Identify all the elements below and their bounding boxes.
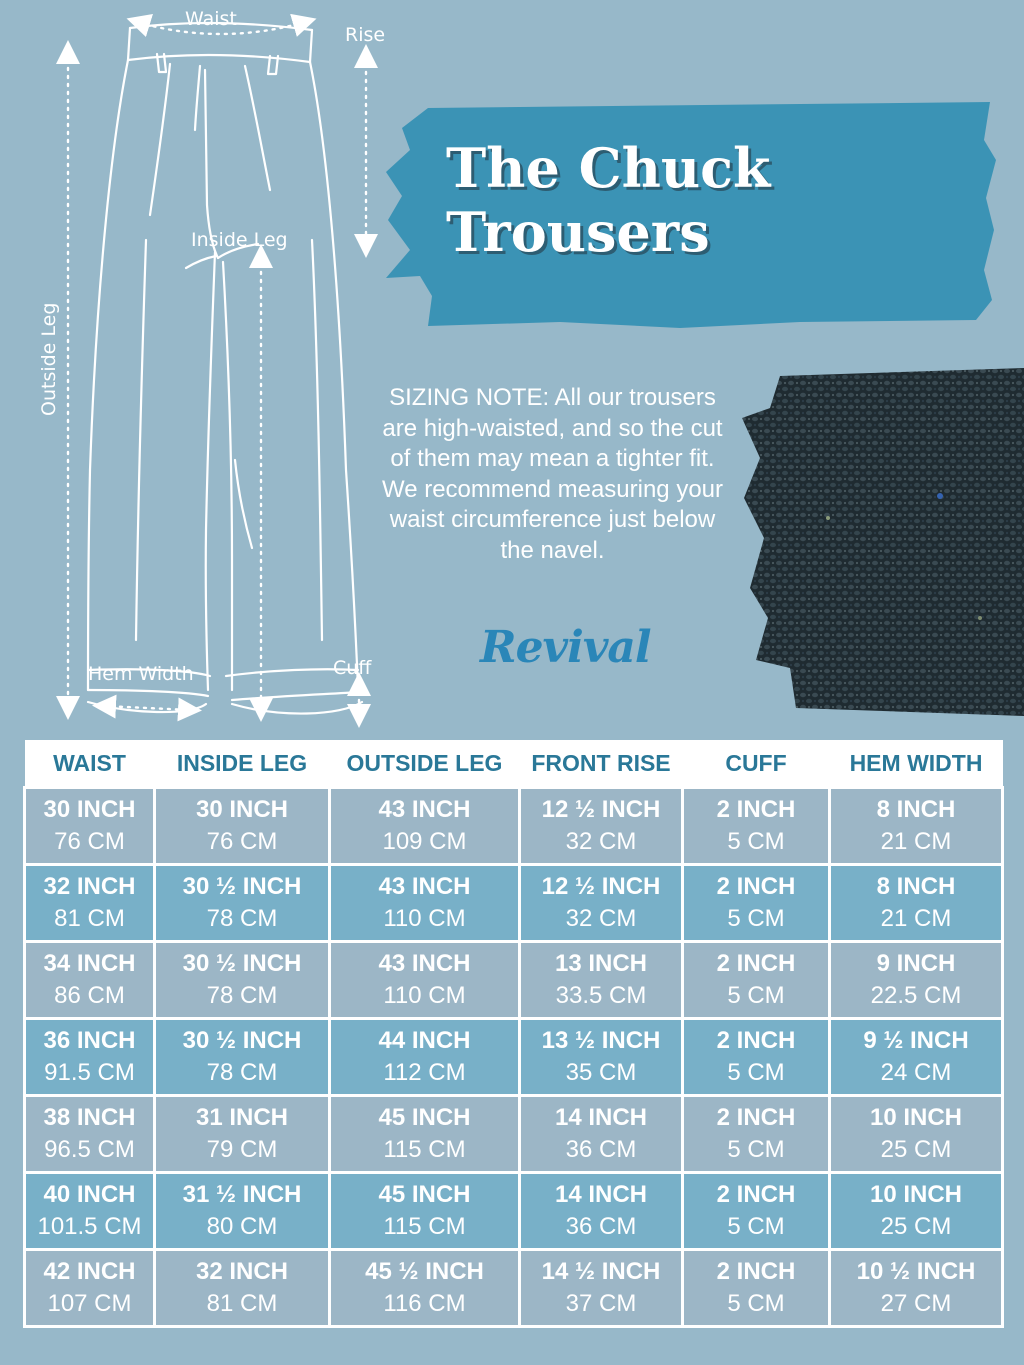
table-cell xyxy=(25,942,155,1019)
cell-inch-value: 32 INCH xyxy=(43,873,136,900)
cell-cm-value: 5 CM xyxy=(727,828,785,855)
cell-inch-value: 45 INCH xyxy=(378,1104,471,1131)
cell-cm-value: 110 CM xyxy=(383,905,466,932)
table-cell xyxy=(520,1173,683,1250)
cell-cm-value: 86 CM xyxy=(54,982,125,1009)
table-row xyxy=(25,1173,1003,1250)
cell-cm-value: 112 CM xyxy=(383,1059,466,1086)
cell-inch-value: 12 ½ INCH xyxy=(541,796,661,823)
title-line-2: Trousers xyxy=(446,200,710,264)
cell-cm-value: 5 CM xyxy=(727,1136,785,1163)
cell-cm-value: 81 CM xyxy=(206,1290,278,1317)
table-cell xyxy=(25,1019,155,1096)
cell-inch-value: 2 INCH xyxy=(716,796,796,823)
cell-cm-value: 78 CM xyxy=(206,1059,278,1086)
table-cell xyxy=(155,788,330,865)
trouser-outline-illustration xyxy=(0,0,420,730)
cell-inch-value: 9 ½ INCH xyxy=(863,1027,969,1054)
table-cell xyxy=(330,1019,520,1096)
cell-inch-value: 14 ½ INCH xyxy=(541,1258,661,1285)
cell-inch-value: 45 ½ INCH xyxy=(365,1258,484,1285)
cell-cm-value: 101.5 CM xyxy=(37,1213,142,1240)
cell-cm-value: 25 CM xyxy=(880,1213,952,1240)
table-cell xyxy=(330,865,520,942)
table-cell xyxy=(683,865,830,942)
cell-inch-value: 40 INCH xyxy=(43,1181,136,1208)
table-cell xyxy=(520,1019,683,1096)
cell-inch-value: 30 ½ INCH xyxy=(182,950,302,977)
cell-cm-value: 115 CM xyxy=(383,1213,466,1240)
cell-inch-value: 10 ½ INCH xyxy=(856,1258,976,1285)
cell-inch-value: 12 ½ INCH xyxy=(541,873,661,900)
cell-cm-value: 91.5 CM xyxy=(44,1059,135,1086)
cuff-label: Cuff xyxy=(333,657,372,679)
cell-cm-value: 116 CM xyxy=(383,1290,466,1317)
cell-cm-value: 79 CM xyxy=(206,1136,278,1163)
trouser-diagram xyxy=(0,0,420,730)
table-cell xyxy=(830,1019,1003,1096)
cell-inch-value: 2 INCH xyxy=(716,950,796,977)
table-cell xyxy=(25,1096,155,1173)
table-cell xyxy=(830,865,1003,942)
cell-inch-value: 10 INCH xyxy=(869,1104,963,1131)
cell-cm-value: 36 CM xyxy=(565,1136,637,1163)
cell-inch-value: 30 ½ INCH xyxy=(182,873,302,900)
table-cell xyxy=(520,942,683,1019)
table-cell xyxy=(830,788,1003,865)
column-header-waist: WAIST xyxy=(25,740,155,788)
table-cell xyxy=(683,942,830,1019)
table-cell xyxy=(830,1173,1003,1250)
cell-inch-value: 42 INCH xyxy=(43,1258,136,1285)
table-cell xyxy=(683,1019,830,1096)
cell-inch-value: 36 INCH xyxy=(43,1027,136,1054)
cell-inch-value: 32 INCH xyxy=(195,1258,289,1285)
cell-inch-value: 2 INCH xyxy=(716,1104,796,1131)
cell-cm-value: 5 CM xyxy=(727,905,785,932)
table-cell xyxy=(155,1173,330,1250)
cell-cm-value: 107 CM xyxy=(47,1290,132,1317)
cell-cm-value: 81 CM xyxy=(54,905,125,932)
cell-cm-value: 33.5 CM xyxy=(555,982,647,1009)
table-cell xyxy=(25,1250,155,1327)
table-cell xyxy=(520,865,683,942)
table-cell xyxy=(520,788,683,865)
table-cell xyxy=(25,1173,155,1250)
cell-cm-value: 35 CM xyxy=(565,1059,637,1086)
rise-label: Rise xyxy=(345,24,386,46)
table-row xyxy=(25,865,1003,942)
cell-inch-value: 2 INCH xyxy=(716,1258,796,1285)
cell-inch-value: 43 INCH xyxy=(378,796,471,823)
table-cell xyxy=(330,942,520,1019)
table-row xyxy=(25,1096,1003,1173)
cell-cm-value: 80 CM xyxy=(206,1213,278,1240)
table-cell xyxy=(830,1096,1003,1173)
cell-cm-value: 76 CM xyxy=(54,828,125,855)
table-row xyxy=(25,942,1003,1019)
cell-inch-value: 43 INCH xyxy=(378,950,471,977)
cell-cm-value: 32 CM xyxy=(565,905,637,932)
title-banner xyxy=(380,100,1000,335)
inside-leg-label: Inside Leg xyxy=(191,229,288,251)
table-row xyxy=(25,1019,1003,1096)
table-cell xyxy=(830,1250,1003,1327)
outside-leg-label: Outside Leg xyxy=(38,302,60,416)
table-cell xyxy=(25,788,155,865)
cell-cm-value: 76 CM xyxy=(206,828,278,855)
table-cell xyxy=(330,1173,520,1250)
table-cell xyxy=(155,942,330,1019)
page-title xyxy=(446,136,770,264)
table-cell xyxy=(330,1096,520,1173)
table-cell xyxy=(683,1096,830,1173)
table-cell xyxy=(683,1250,830,1327)
cell-cm-value: 21 CM xyxy=(880,828,952,855)
cell-inch-value: 31 INCH xyxy=(195,1104,289,1131)
column-header-inside-leg: INSIDE LEG xyxy=(155,740,330,788)
title-line-1: The Chuck xyxy=(446,136,771,200)
cell-cm-value: 25 CM xyxy=(880,1136,952,1163)
cell-inch-value: 34 INCH xyxy=(43,950,136,977)
cell-cm-value: 21 CM xyxy=(880,905,952,932)
cell-inch-value: 8 INCH xyxy=(876,796,956,823)
cell-cm-value: 5 CM xyxy=(727,1213,785,1240)
cell-cm-value: 115 CM xyxy=(383,1136,466,1163)
hem-width-label: Hem Width xyxy=(88,663,194,685)
cell-inch-value: 38 INCH xyxy=(43,1104,136,1131)
table-row xyxy=(25,1250,1003,1327)
size-chart-table xyxy=(23,740,1004,1328)
table-cell xyxy=(155,1019,330,1096)
column-header-cuff: CUFF xyxy=(683,740,830,788)
fabric-swatch-image xyxy=(740,368,1024,716)
brand-logo: Revival xyxy=(480,622,651,673)
table-cell xyxy=(683,788,830,865)
cell-cm-value: 27 CM xyxy=(880,1290,952,1317)
cell-cm-value: 22.5 CM xyxy=(870,982,962,1009)
cell-inch-value: 45 INCH xyxy=(378,1181,471,1208)
cell-inch-value: 30 INCH xyxy=(195,796,289,823)
table-header-row xyxy=(25,740,1003,788)
table-cell xyxy=(330,788,520,865)
cell-inch-value: 2 INCH xyxy=(716,1027,796,1054)
table-cell xyxy=(155,865,330,942)
cell-cm-value: 24 CM xyxy=(880,1059,952,1086)
cell-cm-value: 5 CM xyxy=(727,1059,785,1086)
cell-inch-value: 2 INCH xyxy=(716,873,796,900)
table-cell xyxy=(330,1250,520,1327)
table-cell xyxy=(520,1250,683,1327)
cell-cm-value: 5 CM xyxy=(727,1290,785,1317)
cell-inch-value: 30 ½ INCH xyxy=(182,1027,302,1054)
cell-cm-value: 78 CM xyxy=(206,905,278,932)
cell-cm-value: 109 CM xyxy=(382,828,467,855)
table-cell xyxy=(155,1250,330,1327)
cell-inch-value: 10 INCH xyxy=(869,1181,963,1208)
cell-cm-value: 5 CM xyxy=(727,982,785,1009)
table-cell xyxy=(520,1096,683,1173)
cell-inch-value: 13 INCH xyxy=(554,950,648,977)
cell-inch-value: 14 INCH xyxy=(554,1104,648,1131)
cell-inch-value: 14 INCH xyxy=(554,1181,648,1208)
column-header-outside-leg: OUTSIDE LEG xyxy=(330,740,520,788)
table-cell xyxy=(25,865,155,942)
table-cell xyxy=(830,942,1003,1019)
waist-label: Waist xyxy=(185,8,237,30)
cell-cm-value: 110 CM xyxy=(383,982,466,1009)
cell-cm-value: 32 CM xyxy=(565,828,637,855)
cell-cm-value: 37 CM xyxy=(565,1290,637,1317)
cell-inch-value: 31 ½ INCH xyxy=(182,1181,302,1208)
cell-cm-value: 78 CM xyxy=(206,982,278,1009)
cell-inch-value: 44 INCH xyxy=(378,1027,471,1054)
column-header-hem-width: HEM WIDTH xyxy=(830,740,1003,788)
cell-inch-value: 13 ½ INCH xyxy=(541,1027,661,1054)
cell-inch-value: 30 INCH xyxy=(43,796,136,823)
table-cell xyxy=(155,1096,330,1173)
table-cell xyxy=(683,1173,830,1250)
column-header-front-rise: FRONT RISE xyxy=(520,740,683,788)
sizing-note: SIZING NOTE: All our trousers are high-waisted, and so the cut of them may mean a tighter fit. We recommend measuring your waist circumference just below the navel. xyxy=(381,384,724,564)
cell-inch-value: 43 INCH xyxy=(378,873,471,900)
cell-cm-value: 36 CM xyxy=(565,1213,637,1240)
table-row xyxy=(25,788,1003,865)
cell-cm-value: 96.5 CM xyxy=(44,1136,135,1163)
cell-inch-value: 9 INCH xyxy=(876,950,956,977)
cell-inch-value: 2 INCH xyxy=(716,1181,796,1208)
cell-inch-value: 8 INCH xyxy=(876,873,956,900)
